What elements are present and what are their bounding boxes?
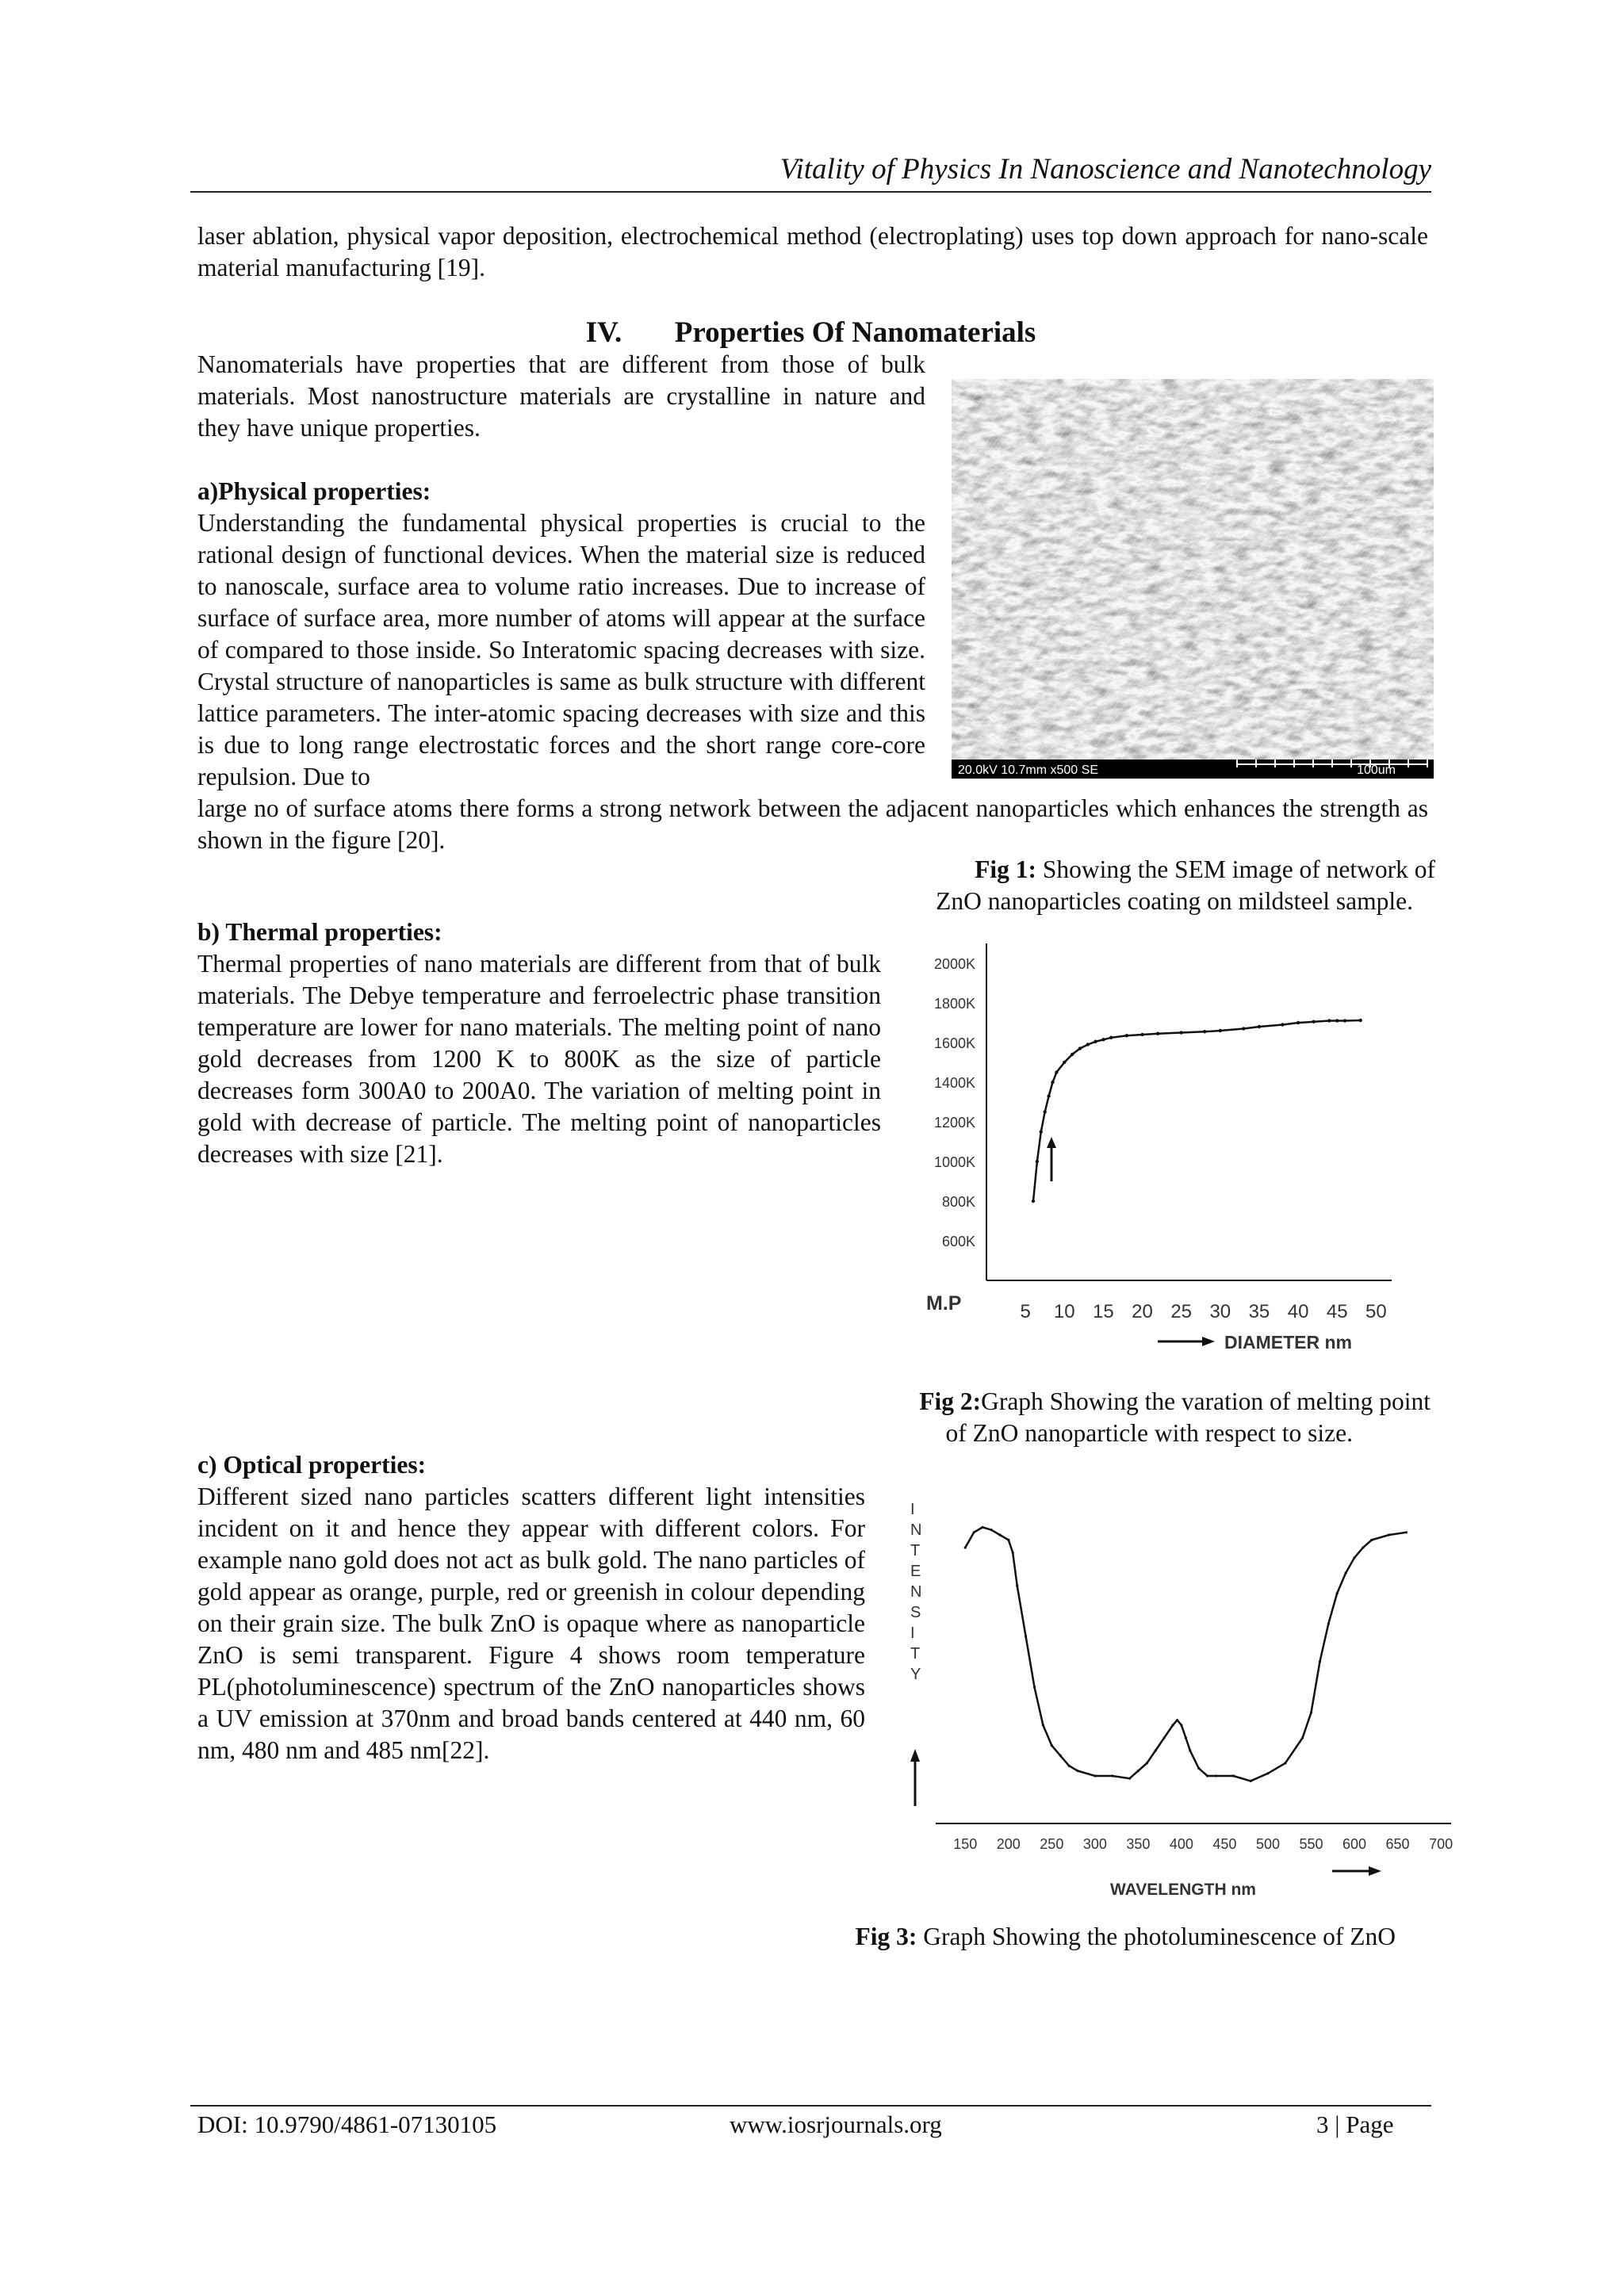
chart2-data-point bbox=[973, 1531, 975, 1533]
chart2-data-point bbox=[1007, 1539, 1009, 1541]
chart2-data-point bbox=[1185, 1736, 1187, 1739]
chart2-data-point bbox=[1163, 1736, 1166, 1739]
chart1-data-point bbox=[1071, 1053, 1074, 1056]
chart1-data-point bbox=[1281, 1023, 1284, 1026]
chart2-x-tick-label: 550 bbox=[1299, 1836, 1323, 1852]
chart1-y-tick-label: 1400K bbox=[933, 1075, 975, 1091]
chart2-data-point bbox=[1319, 1660, 1321, 1663]
fig3-caption-text: Graph Showing the photoluminescence of ZnO bbox=[923, 1923, 1396, 1950]
chart1-x-tick-label: 25 bbox=[1170, 1301, 1193, 1322]
chart1-data-point bbox=[1094, 1040, 1097, 1043]
chart2-x-tick-label: 400 bbox=[1169, 1836, 1193, 1852]
header-rule bbox=[190, 191, 1431, 193]
melting-point-chart bbox=[904, 936, 1396, 1364]
chart1-x-tick-label: 50 bbox=[1365, 1301, 1387, 1322]
chart2-data-point bbox=[1068, 1765, 1071, 1767]
chart1-data-point bbox=[1036, 1160, 1039, 1163]
thermal-properties-heading: b) Thermal properties: bbox=[197, 918, 442, 946]
chart2-data-point bbox=[1146, 1762, 1148, 1764]
chart2-x-tick-label: 250 bbox=[1040, 1836, 1064, 1852]
chart1-data-point bbox=[1125, 1034, 1128, 1037]
chart1-data-point bbox=[1044, 1110, 1047, 1113]
chart2-data-point bbox=[1176, 1719, 1178, 1721]
chart2-data-point bbox=[1012, 1552, 1014, 1554]
chart2-data-point bbox=[1215, 1774, 1217, 1777]
chart2-data-point bbox=[1042, 1724, 1044, 1726]
chart2-data-point bbox=[1076, 1770, 1078, 1772]
chart1-y-tick-label: 1000K bbox=[933, 1154, 975, 1170]
fig3-caption bbox=[761, 1921, 1396, 1953]
chart2-data-point bbox=[1094, 1774, 1096, 1777]
chart1-series-line bbox=[1033, 1020, 1361, 1201]
optical-properties-heading: c) Optical properties: bbox=[197, 1451, 427, 1479]
chart1-y-tick-label: 600K bbox=[941, 1234, 975, 1249]
chart2-x-tick-label: 650 bbox=[1385, 1836, 1410, 1852]
footer-rule bbox=[190, 2105, 1431, 2107]
chart1-data-point bbox=[1140, 1033, 1143, 1036]
fig1-caption-line1: Showing the SEM image of network of bbox=[1042, 855, 1435, 883]
chart2-data-point bbox=[1171, 1724, 1174, 1726]
chart2-data-point bbox=[1197, 1767, 1200, 1770]
chart1-x-tick-label: 35 bbox=[1248, 1301, 1270, 1322]
chart1-data-point bbox=[1055, 1070, 1058, 1073]
intro-paragraph: laser ablation, physical vapor deposition, electrochemical method (electroplating) uses top down approach for nano-scale material manufacturing [19]. bbox=[197, 222, 1428, 281]
physical-properties-text: Understanding the fundamental physical properties is crucial to the rational design of functional devices. When the material size is reduced to nanoscale, surface area to volume ratio increases. Due to increase of surface of surface area, more number of atoms will appear at the surface of compared to those inside. So Interatomic spacing decreases with size. Crystal structure of nanoparticles is same as bulk structure with different lattice parameters. The inter-atomic spacing decreases with size and this is due to long range electrostatic forces and the short range core-core repulsion. Due to bbox=[197, 509, 925, 790]
fig3-label: Fig 3: bbox=[855, 1923, 917, 1950]
chart2-data-point bbox=[1370, 1539, 1373, 1541]
chart1-data-point bbox=[1109, 1036, 1113, 1039]
chart2-data-point bbox=[998, 1533, 1001, 1536]
chart1-right-arrow-icon bbox=[1202, 1337, 1215, 1346]
chart2-x-tick-label: 200 bbox=[996, 1836, 1021, 1852]
chart1-x-tick-label: 45 bbox=[1326, 1301, 1348, 1322]
chart2-data-point bbox=[1111, 1774, 1113, 1777]
sem-info-label: 20.0kV 10.7mm x500 SE bbox=[958, 763, 1098, 777]
fig1-caption-line2: ZnO nanoparticles coating on mildsteel sample. bbox=[936, 887, 1413, 915]
chart2-data-point bbox=[1327, 1622, 1330, 1624]
chart2-xlabel: WAVELENGTH nm bbox=[1110, 1881, 1256, 1899]
chart2-data-point bbox=[1284, 1762, 1286, 1764]
chart2-x-tick-label: 450 bbox=[1212, 1836, 1237, 1852]
chart1-y-tick-label: 2000K bbox=[933, 956, 975, 972]
chart2-ylabel-letter: T bbox=[910, 1645, 921, 1663]
sem-image bbox=[952, 379, 1434, 779]
chart2-data-point bbox=[1301, 1736, 1304, 1739]
chart1-data-point bbox=[1312, 1020, 1316, 1024]
chart1-x-tick-label: 20 bbox=[1132, 1301, 1153, 1322]
chart2-data-point bbox=[1189, 1749, 1191, 1751]
chart1-x-tick-label: 40 bbox=[1287, 1301, 1309, 1322]
chart2-data-point bbox=[1025, 1635, 1027, 1637]
chart2-data-point bbox=[1155, 1749, 1157, 1751]
chart1-data-point bbox=[1047, 1094, 1050, 1097]
chart2-series-line bbox=[965, 1527, 1406, 1781]
chart2-data-point bbox=[1310, 1711, 1312, 1713]
chart1-y-tick-label: 1800K bbox=[933, 996, 975, 1012]
chart2-x-tick-label: 700 bbox=[1429, 1836, 1454, 1852]
chart1-data-point bbox=[1101, 1038, 1105, 1041]
chart1-x-tick-label: 15 bbox=[1093, 1301, 1114, 1322]
chart1-data-point bbox=[1203, 1030, 1206, 1033]
chart2-x-tick-label: 300 bbox=[1082, 1836, 1107, 1852]
section-heading bbox=[190, 316, 1431, 350]
chart2-up-arrow-icon bbox=[910, 1749, 920, 1762]
chart2-data-point bbox=[1266, 1772, 1269, 1774]
chart2-x-tick-label: 150 bbox=[953, 1836, 978, 1852]
chart2-ylabel-letter: T bbox=[910, 1542, 921, 1559]
chart2-data-point bbox=[1345, 1571, 1347, 1574]
footer-website: www.iosrjournals.org bbox=[730, 2110, 942, 2138]
chart2-data-point bbox=[1033, 1686, 1036, 1688]
chart1-data-point bbox=[1179, 1031, 1182, 1034]
chart1-data-point bbox=[1242, 1027, 1245, 1030]
chart2-data-point bbox=[1336, 1592, 1339, 1594]
chart2-data-point bbox=[1180, 1724, 1182, 1726]
chart1-data-point bbox=[1335, 1019, 1339, 1022]
chart2-ylabel-letter: N bbox=[910, 1521, 922, 1539]
chart2-data-point bbox=[1206, 1774, 1208, 1777]
fig2-caption-line1: Graph Showing the varation of melting point bbox=[981, 1387, 1431, 1415]
chart2-x-tick-label: 600 bbox=[1342, 1836, 1367, 1852]
chart2-data-point bbox=[964, 1546, 967, 1548]
chart1-data-point bbox=[1327, 1019, 1331, 1022]
thermal-properties-text: Thermal properties of nano materials are different from that of bulk materials. The Debye temperature and ferroelectric phase transition temperature are lower for nano materials. The melting point of nano gold decreases from 1200 K to 800K as the size of particle decreases form 300A0 to 200A0. The variation of melting point in gold with decrease of particle. The melting point of nanoparticles decreases with size [21]. bbox=[197, 950, 881, 1168]
footer-doi: DOI: 10.9790/4861-07130105 bbox=[197, 2110, 497, 2138]
chart2-data-point bbox=[1051, 1744, 1053, 1747]
chart2-data-point bbox=[1353, 1556, 1355, 1559]
fig1-caption bbox=[872, 854, 1435, 917]
fig2-caption-line2: of ZnO nanoparticle with respect to size. bbox=[945, 1419, 1353, 1447]
chart2-right-arrow-icon bbox=[1369, 1866, 1381, 1876]
chart2-ylabel-letter: I bbox=[910, 1501, 915, 1518]
chart2-ylabel-letter: I bbox=[910, 1624, 915, 1642]
chart1-y-tick-label: 1600K bbox=[933, 1035, 975, 1051]
chart1-data-point bbox=[1358, 1019, 1362, 1022]
chart1-data-point bbox=[1040, 1130, 1043, 1133]
chart2-data-point bbox=[1059, 1755, 1062, 1757]
chart2-data-point bbox=[1405, 1531, 1408, 1533]
chart1-data-point bbox=[1032, 1200, 1035, 1203]
chart2-data-point bbox=[1388, 1533, 1390, 1536]
chart1-data-point bbox=[1086, 1043, 1090, 1046]
chart2-data-point bbox=[1232, 1774, 1235, 1777]
chart1-data-point bbox=[1219, 1029, 1222, 1032]
section-number: IV. bbox=[585, 316, 622, 349]
chart1-data-point bbox=[1051, 1081, 1054, 1084]
chart2-ylabel-letter: Y bbox=[910, 1666, 921, 1683]
footer-page: 3 | Page bbox=[1316, 2110, 1394, 2138]
photoluminescence-chart bbox=[888, 1475, 1459, 1903]
chart1-x-tick-label: 10 bbox=[1053, 1301, 1075, 1322]
chart2-data-point bbox=[1137, 1770, 1139, 1772]
chart1-data-point bbox=[1063, 1061, 1066, 1064]
chart1-data-point bbox=[1156, 1032, 1159, 1035]
chart1-up-arrow-icon bbox=[1047, 1137, 1056, 1148]
optical-properties-text: Different sized nano particles scatters different light intensities incident on it and hence they appear with different colors. For example nano gold does not act as bulk gold. The nano particles of gold appear as orange, purple, red or greenish in colour depending on their grain size. The bulk ZnO is opaque where as nanoparticle ZnO is semi transparent. Figure 4 shows room temperature PL(photoluminescence) spectrum of the ZnO nanoparticles shows a UV emission at 370nm and broad bands centered at 440 nm, 60 nm, 480 nm and 485 nm[22]. bbox=[197, 1483, 865, 1764]
chart2-x-tick-label: 350 bbox=[1126, 1836, 1151, 1852]
chart2-x-tick-label: 500 bbox=[1255, 1836, 1280, 1852]
chart1-data-point bbox=[1343, 1019, 1346, 1022]
running-title: Vitality of Physics In Nanoscience and Nanotechnology bbox=[779, 153, 1431, 186]
physical-properties-text-cont: large no of surface atoms there forms a strong network between the adjacent nanoparticles which enhances the strength as shown in the figure [20]. bbox=[197, 794, 1428, 854]
chart1-data-point bbox=[1258, 1025, 1261, 1028]
chart1-y-tick-label: 1200K bbox=[933, 1115, 975, 1131]
chart2-ylabel-letter: E bbox=[910, 1563, 921, 1580]
sem-scale-label: 100um bbox=[1357, 763, 1396, 777]
fig1-label: Fig 1: bbox=[975, 855, 1036, 883]
section-title: Properties Of Nanomaterials bbox=[674, 316, 1036, 349]
chart1-x-tick-label: 30 bbox=[1209, 1301, 1231, 1322]
chart1-data-point bbox=[1297, 1021, 1300, 1024]
chart2-data-point bbox=[981, 1526, 983, 1529]
chart1-data-point bbox=[1078, 1047, 1082, 1050]
chart1-y-tick-label: 800K bbox=[941, 1194, 975, 1210]
nano-intro-paragraph: Nanomaterials have properties that are different from those of bulk materials. Most nanostructure materials are crystalline in nature and they have unique properties. bbox=[197, 350, 925, 442]
chart2-data-point bbox=[1362, 1546, 1364, 1548]
fig2-label: Fig 2: bbox=[919, 1387, 982, 1415]
chart1-xlabel: DIAMETER nm bbox=[1224, 1332, 1352, 1353]
chart1-ylabel: M.P bbox=[926, 1292, 962, 1314]
chart2-data-point bbox=[1016, 1584, 1018, 1586]
chart2-data-point bbox=[1250, 1780, 1252, 1782]
fig2-caption bbox=[848, 1386, 1435, 1449]
chart2-ylabel-letter: N bbox=[910, 1583, 922, 1601]
chart1-x-tick-label: 5 bbox=[1020, 1301, 1031, 1322]
chart2-data-point bbox=[1128, 1777, 1131, 1780]
physical-properties-heading: a)Physical properties: bbox=[197, 477, 431, 505]
chart2-data-point bbox=[990, 1529, 992, 1531]
chart2-ylabel-letter: S bbox=[910, 1604, 921, 1621]
